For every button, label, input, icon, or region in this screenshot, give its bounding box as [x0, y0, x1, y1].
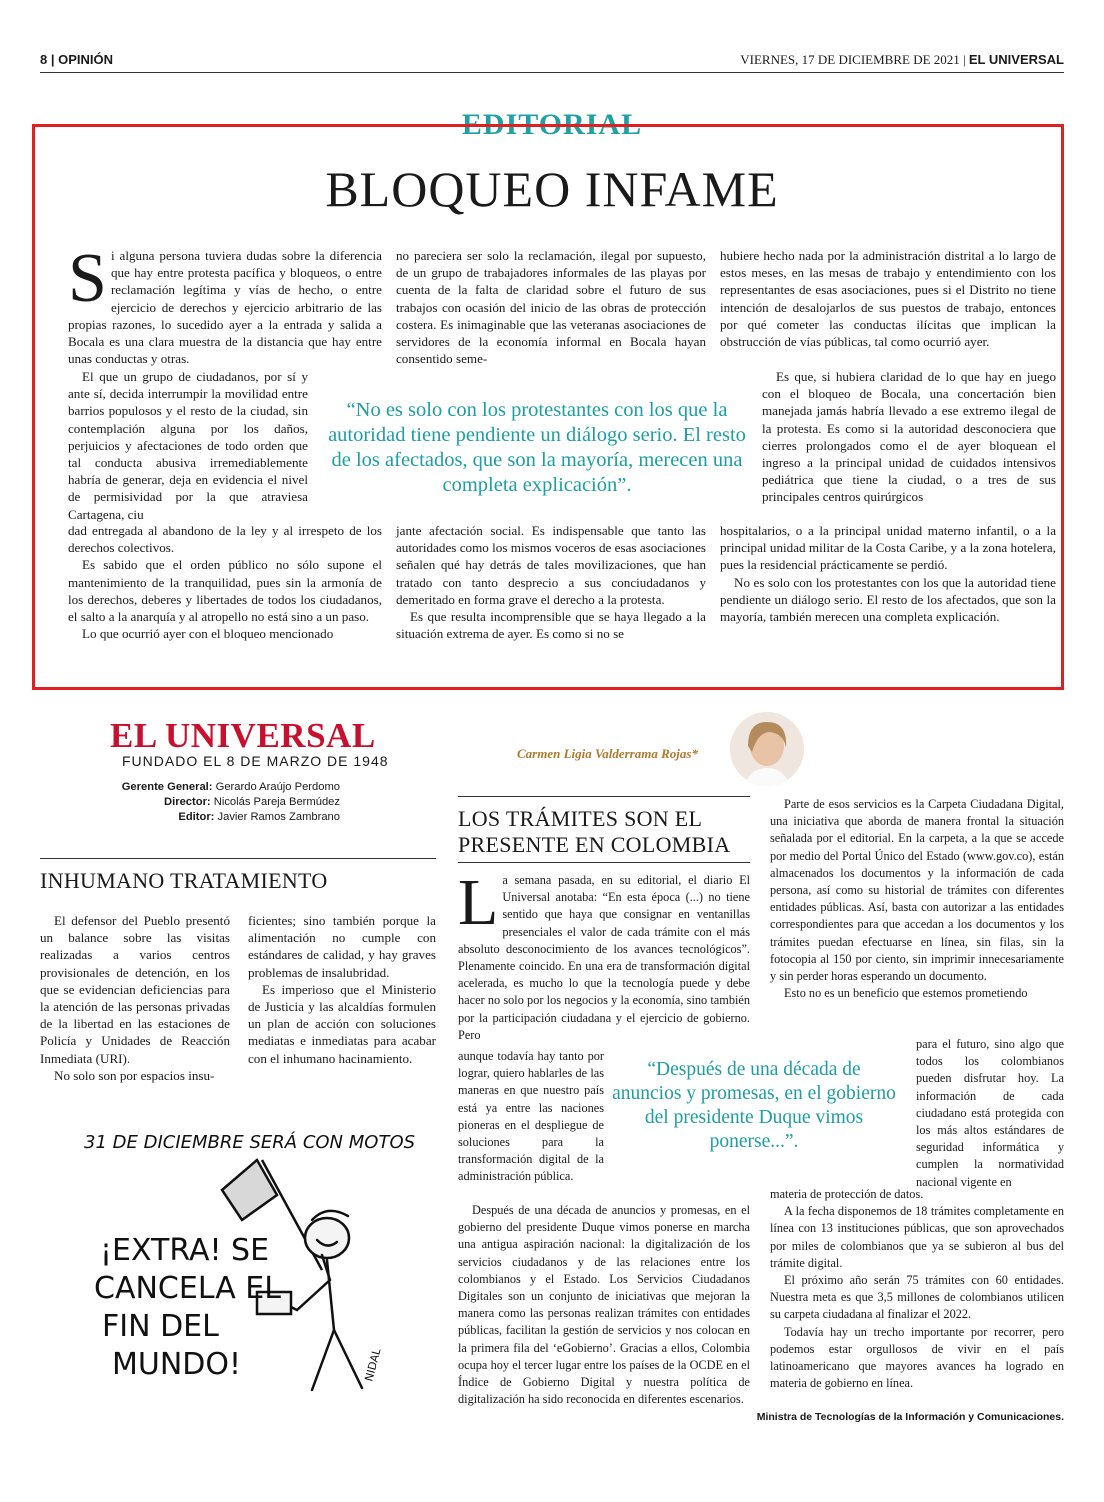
page-header-left: 8 | OPINIÓN — [40, 52, 114, 67]
masthead-founded: FUNDADO EL 8 DE MARZO DE 1948 — [122, 753, 389, 769]
column-col-1-bottom — [458, 1202, 750, 1408]
staff-line: Gerente General: Gerardo Araújo Perdomo — [121, 781, 340, 793]
paper-name: EL UNIVERSAL — [968, 52, 1064, 67]
column-paragraph: Parte de esos servicios es la Carpeta Ciudadana Digital, una iniciativa que aborda de manera frontal la situación señalada por el editorial. En la carpeta, a la que se accede por medio del Portal Único del Estado (www.gov.co), están almacenados los documentos y la información de cada persona, así como su historial de trámites con diferentes entidades públicas. Así, basta con autorizar a las entidades correspondientes para que accedan a los documentos y los trámites puedan efectuarse en línea, sin filas, sin la fotocopia al 150 por ciento, sin imprimir innecesariamente y sin perder horas esperando un documento. — [770, 797, 1064, 984]
section-name: OPINIÓN — [58, 52, 114, 67]
column-author-footer: Ministra de Tecnologías de la Información y Comunicaciones. — [756, 1411, 1064, 1423]
editorial-paragraph: El que un grupo de ciudadanos, por sí y ante sí, decida interrumpir la movilidad entre barrios populosos y el resto de la ciudad, sin contemplación alguna por los daños, perjuicios y afectaciones de todo orden que tal conducta abusiva irremediablemente habría de generar, deja en evidencia el nivel de permisividad por la que atraviesa Cartagena, ciu — [68, 369, 308, 522]
column-dropcap: L — [458, 866, 499, 939]
section-rule — [458, 796, 750, 797]
editorial-label: EDITORIAL — [461, 108, 643, 141]
section-rule — [40, 858, 436, 859]
column-paragraph: Después de una década de anuncios y promesas, en el gobierno del presidente Duque vimos ponerse en marcha una antigua aspiración nacional: la digitalización de los servicios ciudadanos y de las relaciones entre los colombianos y el Estado. Los Servicios Ciudadanos Digitales son un conjunto de iniciativas que mejoran la manera como las personas realizan trámites con entidades públicas, facilitan la gestión de servicios y nos colocan en la primera fila del ‘eGobierno’. Gracias a ellos, Colombia ocupa hoy el tercer lugar entre los países de la OCDE en el Índice de Gobierno Digital y nuestra política de digitalización ha sido reconocida en diferentes escenarios. — [458, 1203, 750, 1407]
inhumano-paragraph: El defensor del Pueblo presentó un balance sobre las visitas realizadas a varios centros provisionales de detención, en los que se evidencian deficiencias para la atención de las personas privadas de la libertad en las estaciones de Policía y Unidades de Reacción Inmediata (URI). — [40, 913, 230, 1066]
editorial-paragraph: No es solo con los protestantes con los que la autoridad tiene pendiente un diálogo serio. El resto de los afectados, que son la mayoría, también merecen una completa explicación. — [720, 574, 1056, 625]
editorial-paragraph: no pareciera ser solo la reclamación, ilegal por supuesto, de un grupo de trabajadores informales de las playas por cuenta de la falta de claridad sobre el futuro de sus trabajos con ocasión del inicio de las obras de protección costera. Es inimaginable que las veteranas asociaciones de servidores de la economía informal en Bocala hayan consentido seme- — [396, 248, 706, 367]
inhumano-title: INHUMANO TRATAMIENTO — [40, 868, 328, 893]
section-rule — [458, 862, 750, 863]
column-paragraph: El próximo año serán 75 trámites con 60 entidades. Nuestra meta es que 3,5 millones de colombianos utilicen su carpeta ciudadana al finalizar el 2022. — [770, 1273, 1064, 1322]
cartoon-caption: 31 DE DICIEMBRE SERÁ CON MOTOS — [84, 1132, 416, 1153]
cartoon-text-line: ¡EXTRA! SE — [100, 1233, 270, 1268]
author-avatar — [730, 712, 804, 786]
editorial-paragraph: jante afectación social. Es indispensable que tanto las autoridades como los mismos voceros de esas asociaciones señalen qué hay detrás de tales movilizaciones, que han tratado con tanto desprecio a sus conciudadanos y demeritado en forma grave el derecho a la protesta. — [396, 523, 706, 607]
cartoon-text-line: CANCELA EL — [94, 1271, 281, 1306]
editorial-column-1-top — [68, 240, 382, 367]
editorial-dropcap: S — [68, 240, 107, 317]
editorial-paragraph: i alguna persona tuviera dudas sobre la diferencia que hay entre protesta pacífica y bloqueos, o entre reclamación legítima y vías de hecho, o entre ejercicio de derechos y ejercicio arbitrario de las propias razones, lo sucedido ayer a la entrada y salida a Bocala es una clara muestra de la distancia que hay entre unas conductas y otras. — [68, 248, 382, 367]
editorial-column-1-bottom — [68, 522, 382, 642]
inhumano-paragraph: Es imperioso que el Ministerio de Justicia y las alcaldías formulen un plan de acción con soluciones mediatas e inmediatas para acabar con el inhumano hacinamiento. — [248, 981, 436, 1066]
column-paragraph: a semana pasada, en su editorial, el diario El Universal anotaba: “En esta época (...) no tiene sentido que haya que consignar en ventanillas presenciales el valor de cada trámite con el más absoluto desconocimiento de los avances tecnológicos”. Plenamente coincido. En una era de transformación digital acelerada, es mucho lo que la tecnología puede y debe hacer no solo por los negocios y la economía, sino también por la participación ciudadana y el ejercicio de gobierno. Pero — [458, 873, 750, 1042]
cartoon-drawing — [72, 1120, 417, 1400]
masthead-staff — [110, 780, 340, 825]
editorial-paragraph: hospitalarios, o a la principal unidad materno infantil, o a la principal unidad militar de la Costa Caribe, y a la zona hotelera, pues la residencial prácticamente se perdió. — [720, 523, 1056, 573]
column-author: Carmen Ligia Valderrama Rojas* — [517, 746, 698, 761]
editorial-column-2-top — [396, 247, 706, 367]
editorial-paragraph: Es que resulta incomprensible que se haya llegado a la situación extrema de ayer. Es como si no se — [396, 609, 706, 642]
cartoon-signature: NIDAL — [362, 1347, 384, 1383]
masthead-logo: EL UNIVERSAL — [110, 716, 376, 755]
column-paragraph: materia de protección de datos. — [770, 1187, 924, 1201]
inhumano-column-2 — [248, 912, 436, 1067]
inhumano-column-1 — [40, 912, 230, 1084]
column-paragraph: A la fecha disponemos de 18 trámites completamente en línea con 13 instituciones públicas, que son aprovechados por miles de colombianos que ya se subieron al bus del trámite digital. — [770, 1204, 1064, 1270]
page-header-right: VIERNES, 17 DE DICIEMBRE DE 2021 | EL UNIVERSAL — [740, 52, 1064, 67]
cartoon-text-line: MUNDO! — [112, 1347, 242, 1382]
column-col-2-top — [770, 796, 1064, 1002]
column-col-1-narrow — [458, 1048, 604, 1186]
editorial-headline: BLOQUEO INFAME — [325, 161, 779, 217]
staff-line: Editor: Javier Ramos Zambrano — [178, 811, 340, 823]
cartoon-text-line: FIN DEL — [102, 1309, 219, 1344]
editorial-column-3-top — [720, 247, 1056, 350]
editorial-cartoon — [72, 1120, 417, 1400]
author-photo-icon — [730, 712, 804, 786]
column-paragraph: Todavía hay un trecho importante por recorrer, pero podemos estar orgullosos de vivir en el país latinoamericano que mayores avances ha logrado en materia de gobierno en línea. — [770, 1324, 1064, 1391]
editorial-paragraph: dad entregada al abandono de la ley y al irrespeto de los derechos colectivos. — [68, 523, 382, 556]
issue-date: VIERNES, 17 DE DICIEMBRE DE 2021 — [740, 52, 960, 67]
column-col-2-narrow — [916, 1036, 1064, 1191]
editorial-column-1-narrow — [68, 368, 308, 523]
column-paragraph: Esto no es un beneficio que estemos prometiendo — [784, 986, 1028, 1001]
editorial-paragraph: Lo que ocurrió ayer con el bloqueo mencionado — [82, 626, 334, 642]
column-col-2-bottom — [770, 1186, 1064, 1392]
inhumano-paragraph: ficientes; sino también porque la alimentación no cumple con estándares de calidad, y hay graves problemas de insalubridad. — [248, 913, 436, 980]
editorial-column-3-narrow — [762, 368, 1056, 506]
editorial-column-2-bottom — [396, 522, 706, 642]
column-pullquote: “Después de una década de anuncios y promesas, en el gobierno del presidente Duque vimos ponerse...”. — [612, 1059, 896, 1152]
editorial-pullquote: “No es solo con los protestantes con los que la autoridad tiene pendiente un diálogo serio. El resto de los afectados, que son la mayoría, merecen una completa explicación”. — [328, 399, 746, 496]
staff-line: Director: Nicolás Pareja Bermúdez — [164, 796, 340, 808]
editorial-paragraph: Es que, si hubiera claridad de lo que hay en juego con el bloqueo de Bocala, una concertación bien manejada jamás habría llevado a ese extremo ilegal de la protesta. Es como si la autoridad desconociera que cierres prolongados como el de ayer bloquean el ingreso a la principal unidad de cuidados intensivos pediátrica que tiene la ciudad, o a tres de sus principales centros quirúrgicos — [762, 369, 1056, 505]
column-paragraph: para el futuro, sino algo que todos los colombianos pueden disfrutar hoy. La información de cada ciudadano está protegida con los más altos estándares de seguridad informática y cumplen la normatividad nacional vigente en — [916, 1037, 1064, 1189]
column-col-1-top — [458, 866, 750, 1044]
editorial-column-3-bottom — [720, 522, 1056, 625]
editorial-paragraph: Es sabido que el orden público no sólo supone el mantenimiento de la tranquilidad, pues sin la armonía de los derechos, deberes y libertades de todos los ciudadanos, el salto a la anarquía y al atropello no está sino a un paso. — [68, 557, 382, 625]
editorial-paragraph: hubiere hecho nada por la administración distrital a lo largo de estos meses, en las mesas de trabajo y entendimiento con los representantes de esas asociaciones, pues si el Distrito no tiene intención de desalojarlos de sus puestos de trabajo, entonces por qué cometer las conductas ilícitas que implican la obstrucción de vías públicas, tal como ocurrió ayer. — [720, 248, 1056, 350]
page-number: 8 — [40, 52, 48, 67]
inhumano-paragraph: No solo son por espacios insu- — [54, 1067, 215, 1083]
column-title: LOS TRÁMITES SON EL PRESENTE EN COLOMBIA — [458, 806, 731, 857]
header-rule — [40, 72, 1064, 73]
column-paragraph: aunque todavía hay tanto por lograr, quiero hablarles de las maneras en que nuestro país está ya entre las naciones pioneras en el despliegue de soluciones para la transformación digital de la administración pública. — [458, 1049, 604, 1184]
